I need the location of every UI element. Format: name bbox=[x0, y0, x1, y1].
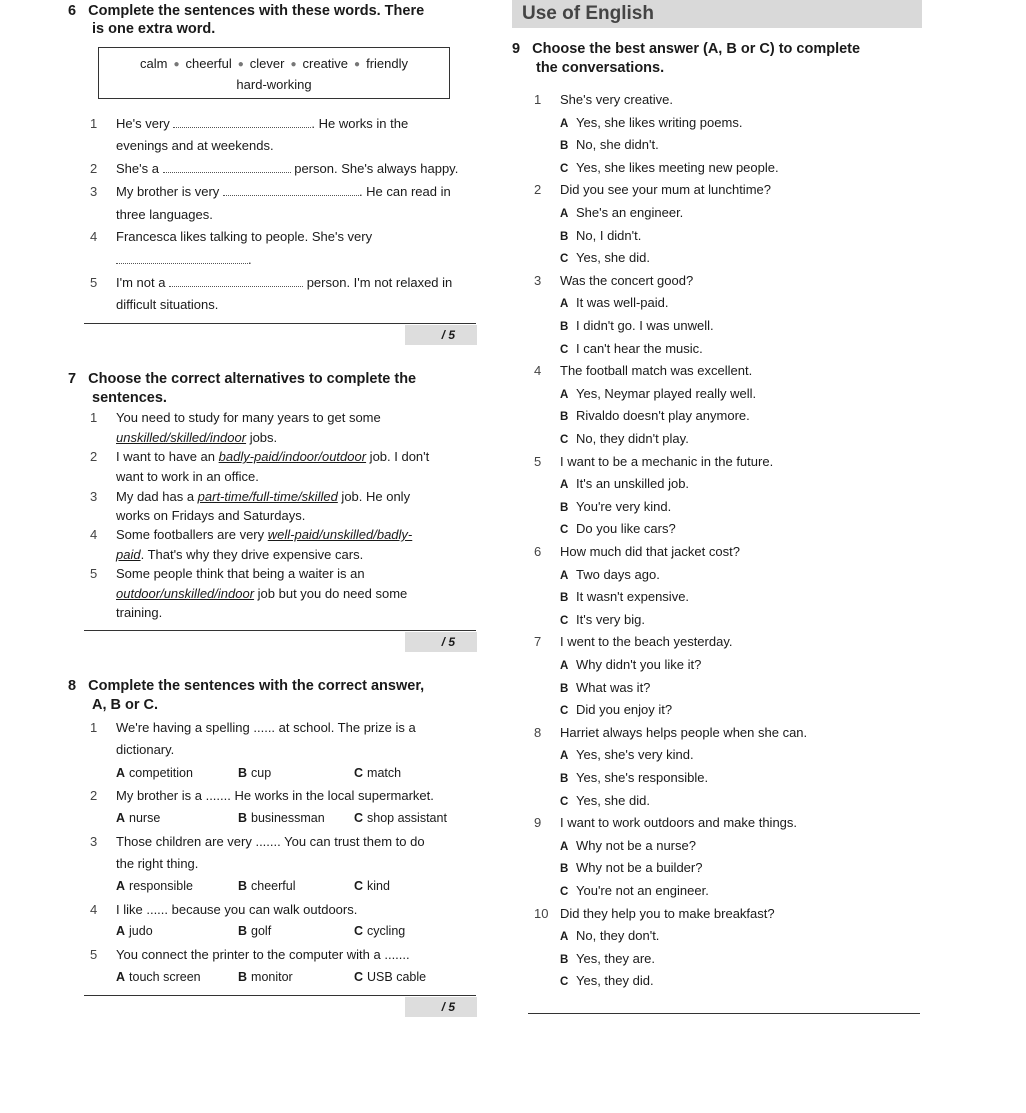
option-b[interactable]: B businessman bbox=[238, 811, 325, 825]
option-text: Yes, she likes writing poems. bbox=[576, 114, 743, 130]
question-text: Did they help you to make breakfast? bbox=[560, 905, 775, 921]
question-text: I want to work outdoors and make things. bbox=[560, 815, 798, 831]
option-text: Two days ago. bbox=[576, 566, 660, 582]
blank[interactable] bbox=[173, 117, 311, 128]
ex8-q5-options bbox=[116, 970, 426, 984]
alternatives[interactable]: outdoor/unskilled/indoor bbox=[116, 586, 255, 601]
option-text: Did you enjoy it? bbox=[576, 702, 673, 718]
divider bbox=[84, 995, 476, 996]
option-text: Yes, she's very kind. bbox=[576, 747, 694, 763]
option-letter: B bbox=[560, 682, 569, 695]
ex6-question-4: 4 Francesca likes talking to people. She's very bbox=[90, 229, 373, 244]
ex7-question-3-cont: works on Fridays and Saturdays. bbox=[116, 508, 306, 523]
ex9-q8-option-c[interactable] bbox=[560, 793, 650, 808]
ex9-q9-option-a[interactable] bbox=[560, 838, 696, 853]
ex9-q6-option-c[interactable] bbox=[560, 612, 645, 627]
ex9-q6-option-b[interactable] bbox=[560, 589, 689, 604]
divider bbox=[84, 630, 476, 631]
alternatives[interactable]: part-time/full-time/skilled bbox=[197, 489, 338, 504]
option-b[interactable]: B cup bbox=[238, 766, 272, 780]
ex9-q5-option-a[interactable] bbox=[560, 476, 689, 491]
option-letter: B bbox=[560, 411, 569, 424]
ex9-q2-option-c[interactable] bbox=[560, 250, 650, 265]
exercise-7-number: 7 bbox=[68, 371, 77, 387]
option-text: Yes, she likes meeting new people. bbox=[576, 159, 779, 175]
ex9-q10-option-b[interactable] bbox=[560, 951, 655, 966]
option-letter: C bbox=[560, 976, 569, 989]
option-letter: C bbox=[560, 614, 569, 627]
ex9-question-3 bbox=[534, 273, 693, 288]
exercise-9-title-line1: Choose the best answer (A, B or C) to complete bbox=[532, 41, 861, 57]
ex9-q10-option-c[interactable] bbox=[560, 973, 654, 988]
ex9-q1-option-a[interactable] bbox=[560, 115, 742, 130]
ex9-question-4 bbox=[534, 363, 752, 378]
option-text: Why didn't you like it? bbox=[576, 657, 702, 672]
ex9-q5-option-c[interactable] bbox=[560, 521, 676, 536]
ex9-q9-option-c[interactable] bbox=[560, 883, 709, 898]
ex9-question-5 bbox=[534, 454, 773, 469]
blank[interactable] bbox=[169, 276, 303, 287]
option-letter: C bbox=[560, 705, 569, 718]
blank[interactable] bbox=[116, 253, 248, 264]
exercise-6-title-line1: Complete the sentences with these words. There bbox=[88, 3, 425, 19]
ex7-question-1-cont: unskilled/skilled/indoor jobs. bbox=[116, 430, 278, 445]
option-c[interactable]: C USB cable bbox=[354, 970, 427, 984]
exercise-9-title-line2: the conversations. bbox=[536, 60, 665, 76]
exercise-6-score: / 5 bbox=[405, 325, 477, 345]
exercise-7-title bbox=[68, 370, 416, 389]
exercise-9-number: 9 bbox=[512, 41, 521, 57]
ex7-question-5-cont: outdoor/unskilled/indoor job but you do need some bbox=[116, 586, 408, 601]
option-text: No, they don't. bbox=[576, 928, 660, 944]
ex9-question-8 bbox=[534, 725, 807, 740]
exercise-6-title-line2: is one extra word. bbox=[92, 21, 216, 37]
divider bbox=[528, 1013, 920, 1014]
ex9-q9-option-b[interactable] bbox=[560, 860, 702, 875]
option-letter: B bbox=[560, 592, 569, 605]
ex8-q2-options bbox=[116, 811, 447, 825]
ex6-question-3: 3 My brother is very . He can read in bbox=[90, 184, 451, 199]
exercise-8-score: / 5 bbox=[405, 997, 477, 1017]
option-letter: B bbox=[560, 773, 569, 785]
ex9-question-7 bbox=[534, 634, 732, 649]
question-number: 4 bbox=[534, 363, 542, 379]
option-letter: A bbox=[560, 569, 569, 582]
question-text: Was the concert good? bbox=[560, 272, 694, 288]
exercise-6-title bbox=[68, 2, 424, 21]
ex6-question-5: 5 I'm not a person. I'm not relaxed in bbox=[90, 275, 453, 290]
option-text: You're very kind. bbox=[576, 498, 672, 514]
ex7-question-2-cont: want to work in an office. bbox=[116, 469, 259, 484]
option-letter: C bbox=[560, 162, 569, 175]
exercise-7-score: / 5 bbox=[405, 632, 477, 652]
ex8-question-1: 1 We're having a spelling ...... at school. The prize is a bbox=[90, 720, 416, 735]
ex6-question-1-cont: evenings and at weekends. bbox=[116, 138, 274, 153]
ex8-question-2: 2 My brother is a ....... He works in the local supermarket. bbox=[90, 788, 434, 803]
option-text: Yes, she's responsible. bbox=[576, 770, 709, 785]
question-number: 9 bbox=[534, 815, 542, 831]
option-letter: A bbox=[560, 117, 569, 130]
alternatives[interactable]: well-paid/unskilled/badly- bbox=[267, 527, 413, 542]
option-text: No, she didn't. bbox=[576, 137, 659, 153]
option-letter: A bbox=[560, 208, 569, 220]
option-letter: A bbox=[560, 750, 569, 763]
ex9-q4-option-c[interactable] bbox=[560, 431, 689, 446]
option-text: Why not be a builder? bbox=[576, 860, 703, 876]
question-text: Did you see your mum at lunchtime? bbox=[560, 182, 771, 198]
option-c[interactable]: C match bbox=[354, 766, 402, 780]
ex9-q3-option-c[interactable] bbox=[560, 341, 703, 356]
exercise-8-title-line2: A, B or C. bbox=[92, 697, 159, 713]
option-b[interactable]: B golf bbox=[238, 924, 272, 938]
exercise-8-title-line1: Complete the sentences with the correct answer, bbox=[88, 678, 425, 694]
option-letter: C bbox=[560, 795, 569, 808]
option-letter: B bbox=[560, 863, 569, 876]
option-letter: A bbox=[560, 479, 569, 492]
option-text: Yes, she did. bbox=[576, 250, 650, 266]
option-a[interactable]: A responsible bbox=[116, 879, 193, 893]
question-number: 1 bbox=[534, 92, 542, 107]
option-text: It's an unskilled job. bbox=[576, 476, 690, 492]
option-a[interactable]: A judo bbox=[116, 924, 153, 938]
option-letter: A bbox=[560, 298, 569, 311]
option-b[interactable]: B monitor bbox=[238, 970, 293, 984]
ex7-question-5: 5 Some people think that being a waiter is an bbox=[90, 566, 365, 581]
ex7-question-4-cont: paid. That's why they drive expensive cars. bbox=[116, 547, 364, 562]
word-hard-working: hard-working bbox=[236, 77, 312, 92]
use-of-english-header: Use of English bbox=[512, 0, 922, 28]
option-letter: B bbox=[560, 501, 569, 514]
ex6-question-3-cont: three languages. bbox=[116, 207, 213, 222]
ex9-q2-option-b[interactable] bbox=[560, 228, 641, 243]
ex8-q3-options bbox=[116, 879, 390, 893]
exercise-9-title bbox=[512, 40, 860, 59]
option-b[interactable]: B cheerful bbox=[238, 879, 296, 893]
ex8-question-1-cont: dictionary. bbox=[116, 742, 175, 757]
option-a[interactable]: A nurse bbox=[116, 811, 161, 825]
ex8-question-3-cont: the right thing. bbox=[116, 856, 199, 871]
exercise-8-title bbox=[68, 677, 424, 696]
option-c[interactable]: C shop assistant bbox=[354, 811, 447, 825]
option-text: Yes, they are. bbox=[576, 950, 656, 966]
option-text: It was well-paid. bbox=[576, 295, 669, 311]
ex6-question-4-cont: . bbox=[116, 252, 252, 268]
ex8-question-4: 4 I like ...... because you can walk outdoors. bbox=[90, 902, 358, 917]
exercise-7-title-line1: Choose the correct alternatives to complete the bbox=[88, 371, 417, 387]
blank[interactable] bbox=[223, 185, 359, 196]
word-clever: clever bbox=[249, 56, 285, 71]
option-text: No, they didn't play. bbox=[576, 431, 689, 446]
ex9-q7-option-b[interactable] bbox=[560, 680, 650, 695]
option-letter: A bbox=[560, 931, 569, 944]
ex7-question-3: 3 My dad has a part-time/full-time/skilled job. He only bbox=[90, 489, 411, 504]
option-letter: C bbox=[560, 434, 569, 446]
word-box bbox=[98, 47, 450, 99]
option-letter: B bbox=[560, 140, 569, 153]
option-letter: B bbox=[560, 230, 569, 243]
question-number: 10 bbox=[534, 905, 549, 921]
option-c[interactable]: C kind bbox=[354, 879, 390, 893]
ex6-question-1: 1 He's very . He works in the bbox=[90, 116, 409, 131]
ex9-q3-option-b[interactable] bbox=[560, 318, 714, 333]
option-text: What was it? bbox=[576, 679, 651, 695]
question-text: How much did that jacket cost? bbox=[560, 544, 740, 559]
option-text: No, I didn't. bbox=[576, 227, 642, 243]
ex8-question-5: 5 You connect the printer to the computer with a ....... bbox=[90, 947, 410, 962]
option-text: I didn't go. I was unwell. bbox=[576, 318, 714, 333]
ex9-q2-option-a[interactable] bbox=[560, 205, 683, 220]
option-text: Yes, she did. bbox=[576, 792, 650, 808]
option-letter: B bbox=[560, 321, 569, 333]
ex9-q7-option-c[interactable] bbox=[560, 702, 672, 717]
word-calm: calm bbox=[139, 56, 168, 71]
question-text: Harriet always helps people when she can. bbox=[560, 724, 808, 740]
alternatives[interactable]: unskilled/skilled/indoor bbox=[116, 430, 247, 445]
ex7-question-2: 2 I want to have an badly-paid/indoor/outdoor job. I don't bbox=[90, 449, 430, 464]
option-text: Yes, Neymar played really well. bbox=[576, 385, 757, 401]
option-text: It's very big. bbox=[576, 611, 645, 627]
ex9-question-6 bbox=[534, 544, 740, 559]
option-text: Yes, they did. bbox=[576, 973, 654, 989]
exercise-6-number: 6 bbox=[68, 3, 77, 19]
ex9-q10-option-a[interactable] bbox=[560, 928, 659, 943]
exercise-8-number: 8 bbox=[68, 678, 77, 694]
option-text: I can't hear the music. bbox=[576, 340, 703, 356]
ex8-q1-options bbox=[116, 766, 401, 780]
ex8-q4-options bbox=[116, 924, 405, 938]
question-number: 2 bbox=[534, 182, 542, 198]
alternatives[interactable]: paid bbox=[116, 547, 141, 562]
ex7-question-4: 4 Some footballers are very well-paid/unskilled/badly- bbox=[90, 527, 413, 542]
ex9-q6-option-a[interactable] bbox=[560, 567, 660, 582]
question-text: I went to the beach yesterday. bbox=[560, 634, 733, 650]
option-letter: C bbox=[560, 253, 569, 266]
question-number: 7 bbox=[534, 634, 542, 650]
ex6-question-5-cont: difficult situations. bbox=[116, 297, 219, 312]
exercise-7-title-line2: sentences. bbox=[92, 390, 167, 406]
option-c[interactable]: C cycling bbox=[354, 924, 406, 938]
option-text: She's an engineer. bbox=[576, 205, 684, 220]
option-letter: A bbox=[560, 660, 569, 672]
option-text: Rivaldo doesn't play anymore. bbox=[576, 408, 750, 424]
question-number: 3 bbox=[534, 272, 542, 288]
ex6-question-2: 2 She's a person. She's always happy. bbox=[90, 161, 459, 176]
question-number: 6 bbox=[534, 544, 542, 559]
word-creative: creative bbox=[302, 56, 349, 71]
question-text: The football match was excellent. bbox=[560, 363, 753, 379]
word-box-row1: calm ● cheerful ● clever ● creative ● friendly bbox=[139, 56, 409, 71]
option-letter: C bbox=[560, 343, 569, 356]
word-friendly: friendly bbox=[366, 56, 409, 71]
option-a[interactable]: A touch screen bbox=[116, 970, 201, 984]
option-text: You're not an engineer. bbox=[576, 883, 709, 898]
ex9-question-10 bbox=[534, 906, 775, 921]
question-text: She's very creative. bbox=[560, 92, 674, 107]
option-letter: C bbox=[560, 524, 569, 537]
ex7-question-1: 1 You need to study for many years to get some bbox=[90, 410, 381, 425]
ex9-question-1 bbox=[534, 92, 673, 107]
alternatives[interactable]: badly-paid/indoor/outdoor bbox=[218, 449, 367, 464]
option-text: It wasn't expensive. bbox=[576, 589, 690, 605]
option-text: Why not be a nurse? bbox=[576, 837, 696, 853]
ex7-question-5-cont2: training. bbox=[116, 605, 163, 620]
divider bbox=[84, 323, 476, 324]
ex9-q1-option-b[interactable] bbox=[560, 137, 659, 152]
option-text: Do you like cars? bbox=[576, 521, 676, 537]
ex9-q1-option-c[interactable] bbox=[560, 160, 779, 175]
ex9-q7-option-a[interactable] bbox=[560, 657, 701, 672]
ex9-q8-option-b[interactable] bbox=[560, 770, 708, 785]
option-a[interactable]: A competition bbox=[116, 766, 193, 780]
ex9-question-9 bbox=[534, 815, 797, 830]
option-letter: A bbox=[560, 388, 569, 401]
ex9-q5-option-b[interactable] bbox=[560, 499, 671, 514]
ex8-question-3: 3 Those children are very ....... You can trust them to do bbox=[90, 834, 425, 849]
ex9-q8-option-a[interactable] bbox=[560, 747, 694, 762]
ex9-q4-option-a[interactable] bbox=[560, 386, 756, 401]
option-letter: C bbox=[560, 886, 569, 898]
question-text: I want to be a mechanic in the future. bbox=[560, 453, 774, 469]
ex9-question-2 bbox=[534, 182, 771, 197]
word-cheerful: cheerful bbox=[185, 56, 232, 71]
question-number: 5 bbox=[534, 453, 542, 469]
ex9-q4-option-b[interactable] bbox=[560, 408, 750, 423]
blank[interactable] bbox=[163, 162, 291, 173]
option-letter: A bbox=[560, 840, 569, 853]
option-letter: B bbox=[560, 953, 569, 966]
ex9-q3-option-a[interactable] bbox=[560, 295, 668, 310]
question-number: 8 bbox=[534, 724, 542, 740]
